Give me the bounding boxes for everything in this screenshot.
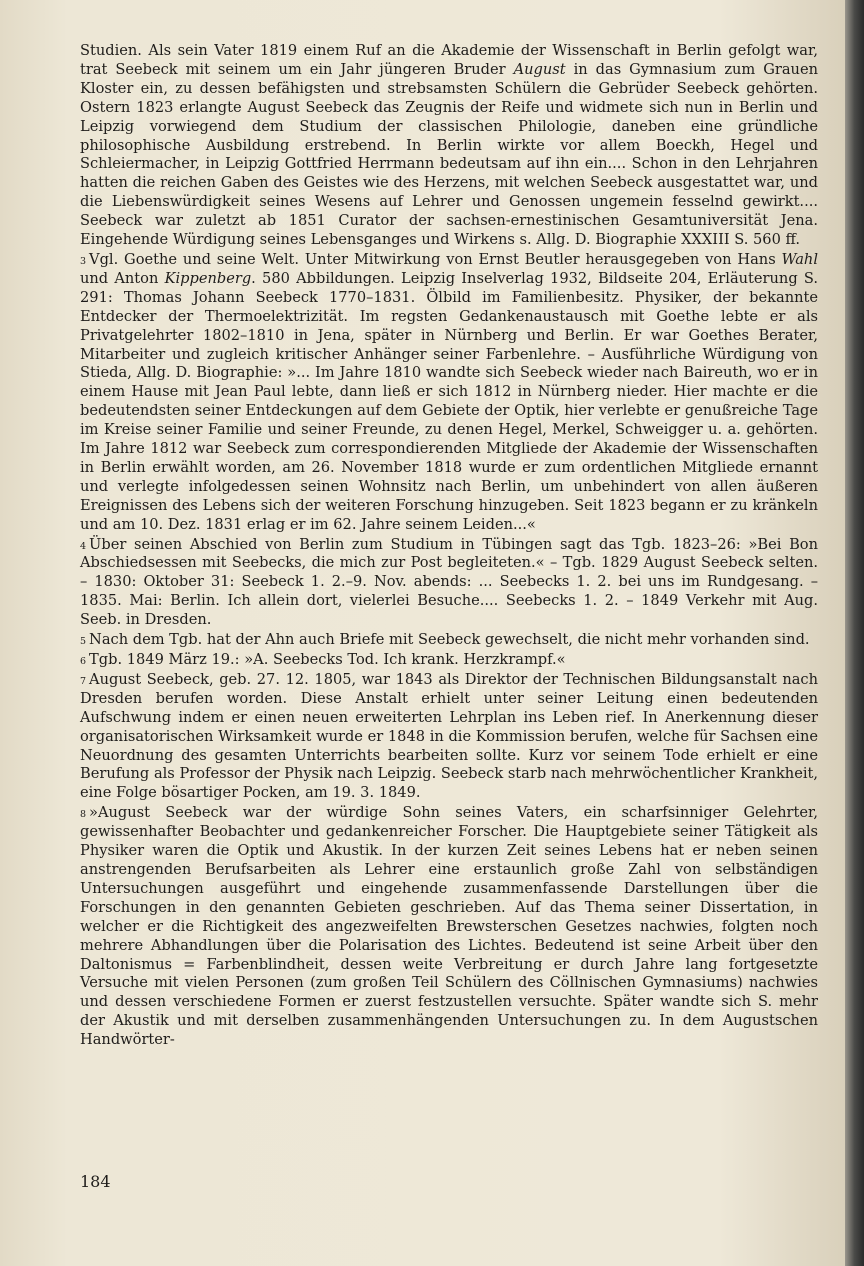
page-number: 184 (80, 1172, 111, 1191)
book-edge-shadow (845, 0, 864, 1266)
footnote-3 (80, 251, 818, 535)
text-run: »August Seebeck war der würdige Sohn seines Vaters, ein scharfsinniger Gelehrter, gewissenhafter Beobachter und gedankenreicher Forscher. Die Hauptgebiete seiner Tätigkeit als Physiker waren die Optik und Akustik. In der kurzen Zeit seines Lebens hat er neben seinen anstrengenden Berufsarbeiten als Lehrer eine erstaunlich große Zahl von selbständigen Untersuchungen ausgeführt und eingehende zusammenfassende Darstellungen über die Forschungen in den genannten Gebieten geschrieben. Auf das Thema seiner Dissertation, in welcher er die Richtigkeit des angezweifelten Brewsterschen Gesetzes nachwies, folgten noch mehrere Abhandlungen über die Polarisation des Lichtes. Bedeutend ist seine Arbeit über den Daltonismus = Farbenblindheit, dessen weite Verbreitung er durch Jahre lang fortgesetzte Versuche mit vielen Personen (zum großen Teil Schülern des Cöllnischen Gymnasiums) nachwies und dessen verschiedene Formen er zuerst festzustellen versuchte. Später wandte sich S. mehr der Akustik und mit derselben zusammenhängenden Untersuchungen zu. In dem Augustschen Handwörter- (80, 804, 818, 1049)
footnote-4 (80, 536, 818, 631)
footnote-marker: 3 (80, 255, 87, 267)
page-text (80, 42, 818, 1050)
text-run: in das Gymnasium zum Grauen Kloster ein, zu dessen befähigsten und strebsamsten Schülern die Gebrüder Seebeck gehörten. Ostern 1823 erlangte August Seebeck das Zeugnis der Reife und widmete sich nun in Berlin und Leipzig vorwiegend dem Studium der classischen Philologie, daneben eine gründliche philosophische Ausbildung erstrebend. In Berlin wirkte vor allem Boeckh, Hegel und Schleiermacher, in Leipzig Gottfried Herrmann bedeutsam auf ihn ein.... Schon in den Lehrjahren hatten die reichen Gaben des Geistes wie des Herzens, mit welchen Seebeck ausgestattet war, und die Liebenswürdigkeit seines Wesens auf Lehrer und Genossen ungemein fesselnd gewirkt.... Seebeck war zuletzt ab 1851 Curator der sachsen-ernestinischen Gesamtuniversität Jena. Eingehende Würdigung seines Lebensganges und Wirkens s. Allg. D. Biographie XXXIII S. 560 ff. (80, 60, 818, 249)
footnote-7 (80, 671, 818, 803)
text-run: . 580 Abbildungen. Leipzig Inselverlag 1932, Bildseite 204, Erläuterung S. 291: Thomas Johann Seebeck 1770–1831. Ölbild im Familienbesitz. Physiker, der bekannte Entdecker der Thermoelektrizität. Im regsten Gedankenaustausch mit Goethe lebte er als Privatgelehrter 1802–1810 in Jena, später in Nürnberg und Berlin. Er war Goethes Berater, Mitarbeiter und zugleich kritischer Anhänger seiner Farbenlehre. – Ausführliche Würdigung von Stieda, Allg. D. Biographie: »... Im Jahre 1810 wandte sich Seebeck wieder nach Baireuth, wo er in einem Hause mit Jean Paul lebte, dann ließ er sich 1812 in Nürnberg nieder. Hier machte er die bedeutendsten seiner Entdeckungen auf dem Gebiete der Optik, hier verlebte er genußreiche Tage im Kreise seiner Familie und seiner Freunde, zu denen Hegel, Merkel, Schweigger u. a. gehörten. Im Jahre 1812 war Seebeck zum correspondierenden Mitgliede der Akademie der Wissenschaften in Berlin erwählt worden, am 26. November 1818 wurde er zum ordentlichen Mitgliede ernannt und verlegte infolgedessen seinen Wohnsitz nach Berlin, um unbehindert von allen äußeren Ereignissen des Lebens sich der weiteren Forschung hinzugeben. Seit 1823 begann er zu kränkeln und am 10. Dez. 1831 erlag er im 62. Jahre seinem Leiden...« (80, 269, 819, 533)
footnote-marker: 8 (80, 809, 87, 821)
text-run: und Anton (80, 269, 165, 287)
text-run: August Seebeck, geb. 27. 12. 1805, war 1843 als Direktor der Technischen Bildungsanstalt nach Dresden berufen worden. Diese Anstalt erhielt unter seiner Leitung einen bedeutenden Aufschwung indem er einen neuen erweiterten Lehrplan ins Leben rief. In Anerkennung dieser organisatorischen Wirksamkeit wurde er 1848 in die Kommission berufen, welche für Sachsen eine Neuordnung des gesamten Unterrichts bearbeiten sollte. Kurz vor seinem Tode erhielt er eine Berufung als Professor der Physik nach Leipzig. Seebeck starb nach mehrwöchentlicher Krankheit, eine Folge bösartiger Pocken, am 19. 3. 1849. (80, 670, 818, 802)
footnote-marker: 4 (80, 540, 87, 552)
footnote-marker: 7 (80, 675, 87, 687)
text-run: Über seinen Abschied von Berlin zum Studium in Tübingen sagt das Tgb. 1823–26: »Bei Bon Abschiedsessen mit Seebecks, die mich zur Post begleiteten.« – Tgb. 1829 August Seebeck selten. – 1830: Oktober 31: Seebeck 1. 2.–9. Nov. abends: ... Seebecks 1. 2. bei uns im Rundgesang. – 1835. Mai: Berlin. Ich allein dort, vielerlei Besuche.... Seebecks 1. 2. – 1849 Verkehr mit Aug. Seeb. in Dresden. (80, 535, 818, 629)
italic-name: Kippenberg (164, 269, 252, 287)
footnote-6 (80, 651, 818, 670)
footnote-marker: 5 (80, 636, 87, 648)
italic-name: August (513, 60, 566, 78)
text-run: Studien. Als sein Vater 1819 einem Ruf an die Akademie der Wissenschaft in Berlin gefolgt war, trat Seebeck mit seinem um ein Jahr jüngeren Bruder (80, 42, 818, 78)
text-run: Tgb. 1849 März 19.: »A. Seebecks Tod. Ich krank. Herzkrampf.« (89, 651, 566, 668)
paragraph-continuation (80, 42, 818, 250)
text-run: Nach dem Tgb. hat der Ahn auch Briefe mit Seebeck gewechselt, die nicht mehr vorhanden sind. (89, 631, 810, 649)
text-run: Vgl. Goethe und seine Welt. Unter Mitwirkung von Ernst Beutler herausgegeben von Hans (89, 250, 782, 268)
footnote-8 (80, 804, 818, 1050)
footnote-5 (80, 631, 818, 650)
italic-name: Wahl (781, 250, 818, 268)
footnote-marker: 6 (80, 656, 87, 667)
